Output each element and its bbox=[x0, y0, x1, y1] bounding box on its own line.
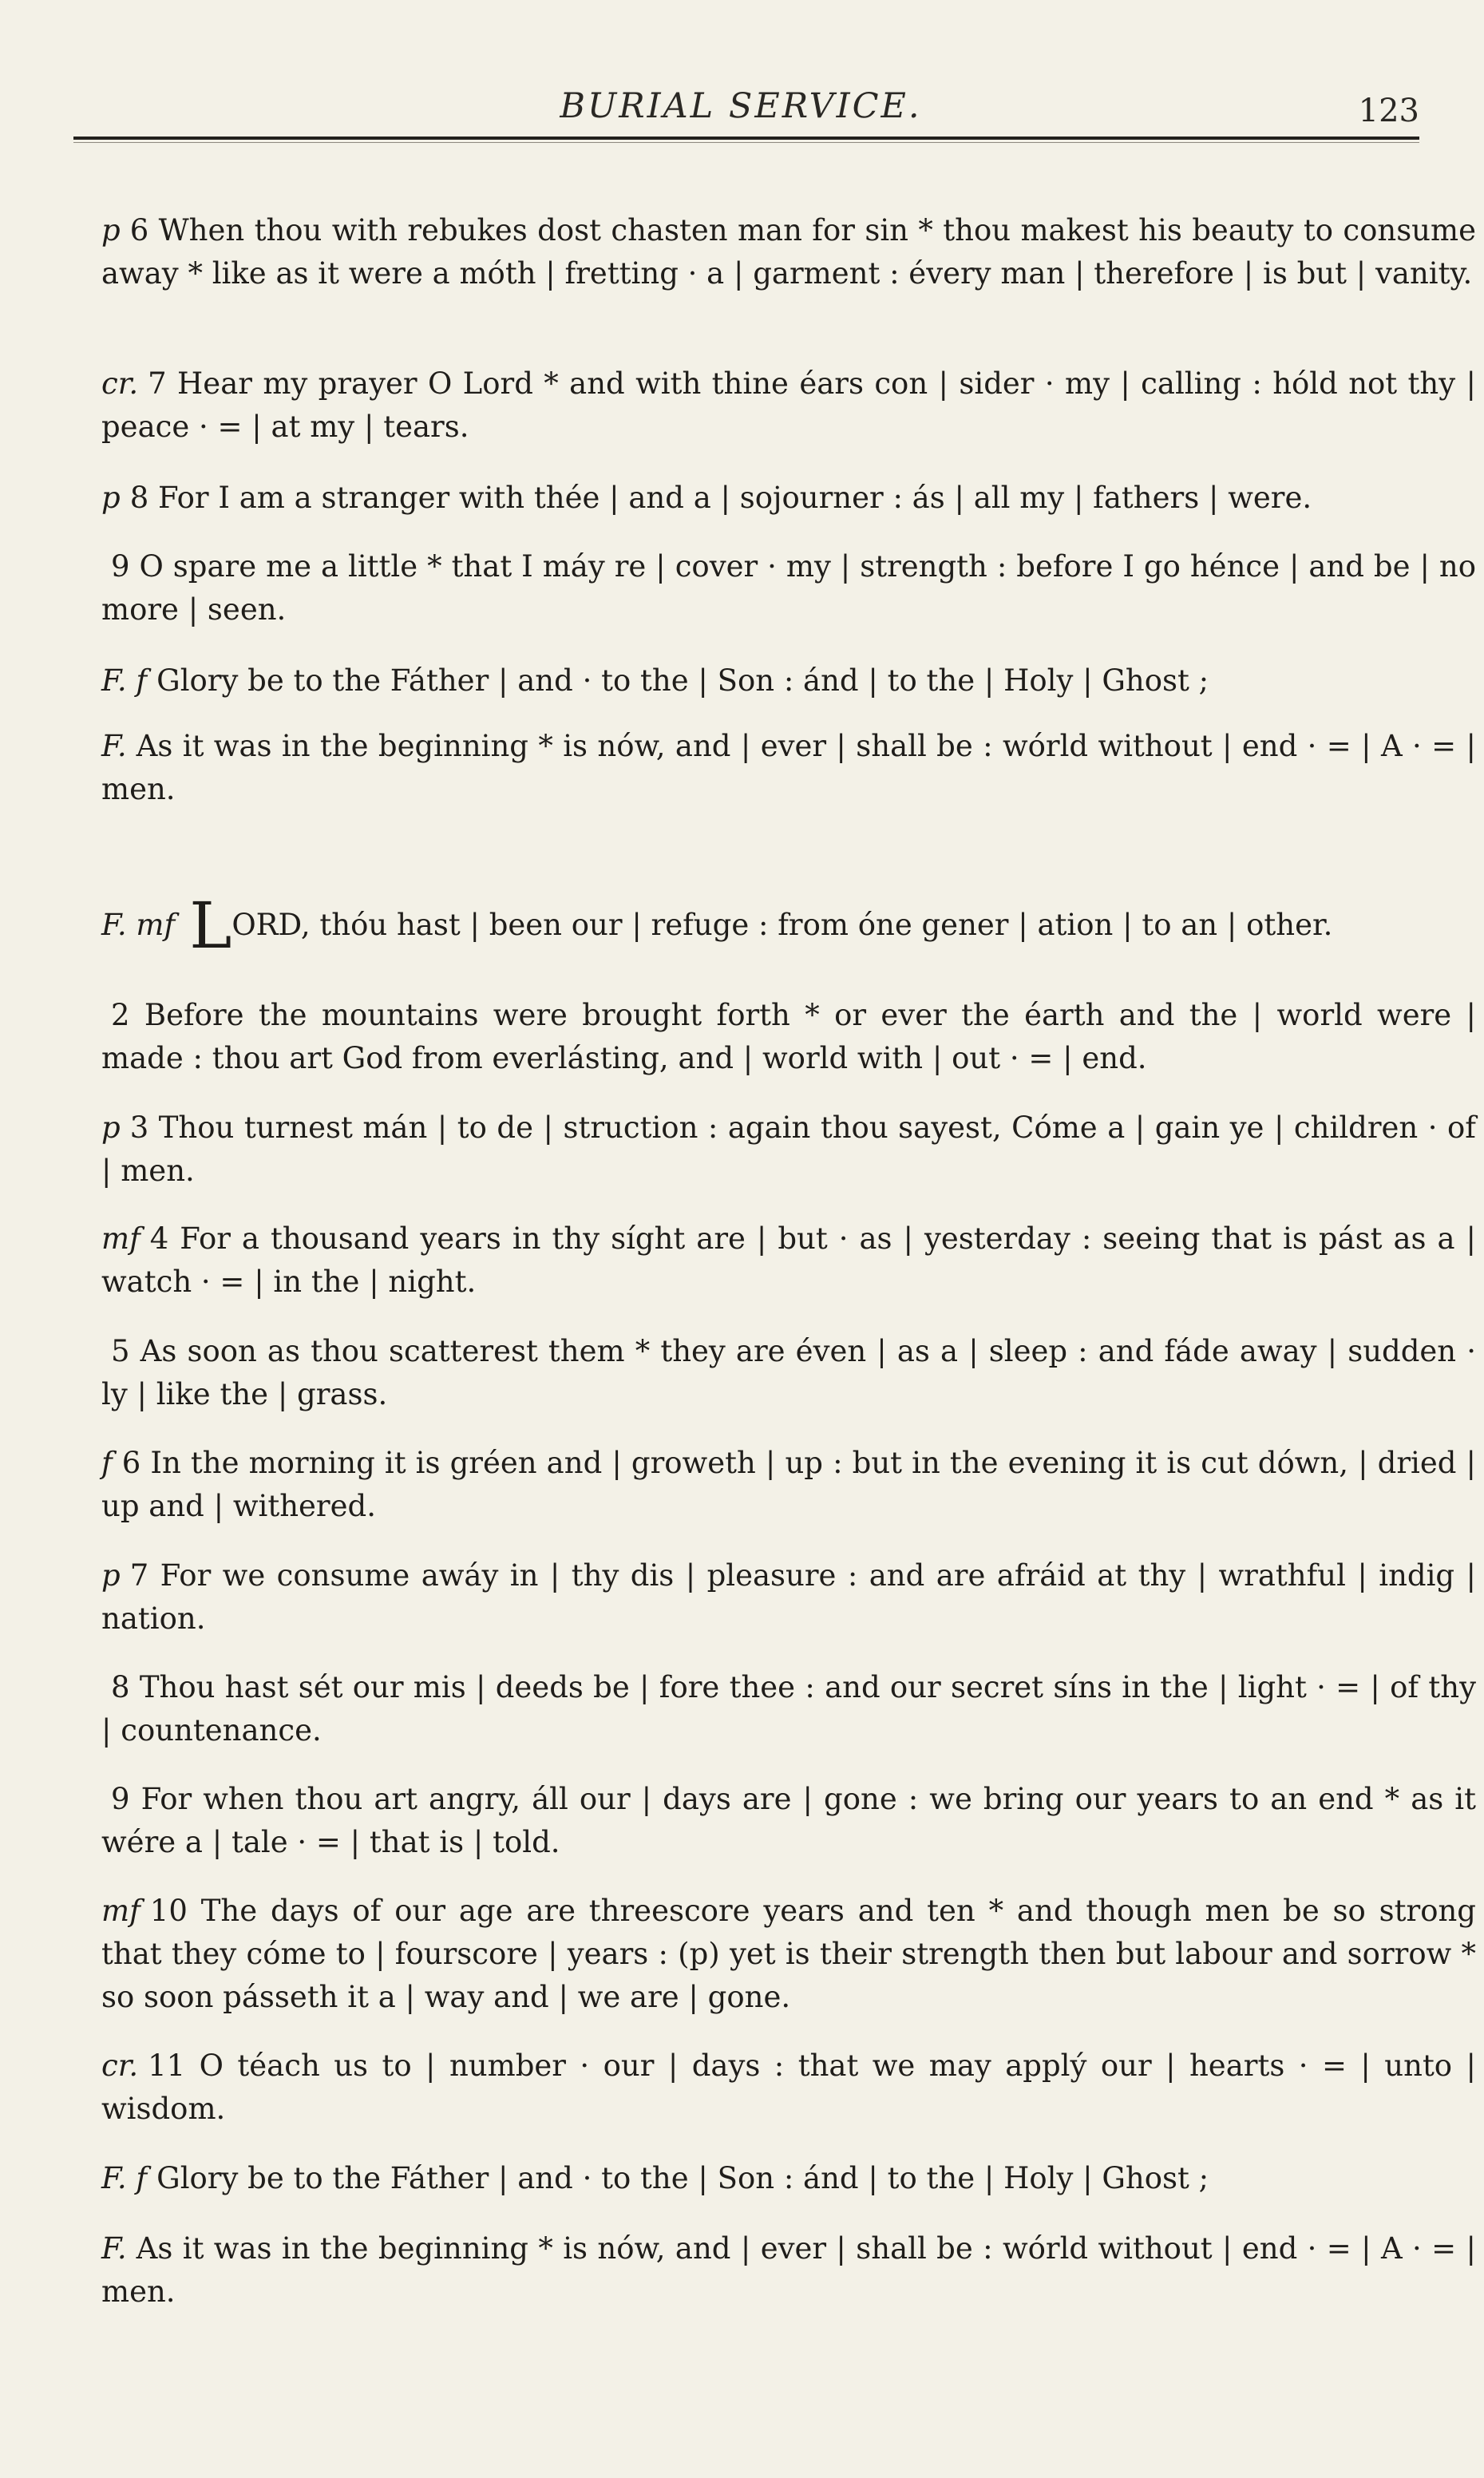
dynamic-mark: cr. bbox=[101, 366, 139, 401]
page-number: 123 bbox=[1358, 93, 1419, 129]
verse-text: As it was in the beginning * is nów, and | ever | shall be : wórld without | end · = | A · = | men. bbox=[101, 729, 1476, 806]
verse-p90-8 bbox=[62, 1666, 1476, 1752]
dynamic-mark: F. mf bbox=[101, 908, 176, 942]
verse-p90-7 bbox=[62, 1554, 1476, 1641]
verse-text: ORD, thóu hast | been our | refuge : from óne gener | ation | to an | other. bbox=[232, 908, 1333, 942]
verse-p90-5 bbox=[62, 1330, 1476, 1416]
header-rule bbox=[73, 137, 1419, 140]
dynamic-mark: mf bbox=[101, 1221, 140, 1256]
gloria-patri-2 bbox=[62, 2157, 1476, 2200]
verse-p39-6 bbox=[62, 209, 1476, 295]
dynamic-mark: F. bbox=[101, 2231, 127, 2266]
verse-p39-7 bbox=[62, 362, 1476, 449]
dynamic-mark: p bbox=[101, 213, 121, 247]
verse-text: 7 For we consume awáy in | thy dis | pleasure : and are afráid at thy | wrathful | indig | nation. bbox=[101, 1558, 1476, 1636]
dynamic-mark: F. f bbox=[101, 2161, 148, 2195]
verse-text: 2 Before the mountains were brought forth * or ever the éarth and the | world were | made : thou art God from everlásting, and | world with | out · = | end. bbox=[101, 998, 1476, 1075]
verse-text: 11 O téach us to | number · our | days : that we may applý our | hearts · = | unto | wisdom. bbox=[101, 2049, 1476, 2126]
verse-p90-10 bbox=[62, 1890, 1476, 2019]
dynamic-mark: F. f bbox=[101, 663, 148, 698]
dynamic-mark: f bbox=[101, 1446, 113, 1480]
verse-text: As it was in the beginning * is nów, and | ever | shall be : wórld without | end · = | A · = | men. bbox=[101, 2231, 1476, 2309]
gloria-patri-1 bbox=[62, 659, 1476, 703]
verse-p90-4 bbox=[62, 1217, 1476, 1304]
dynamic-mark: p bbox=[101, 1558, 121, 1593]
sicut-erat-2 bbox=[62, 2227, 1476, 2314]
dynamic-mark: mf bbox=[101, 1894, 140, 1928]
verse-text: 9 O spare me a little * that I máy re | cover · my | strength : before I go hénce | and be | no more | seen. bbox=[101, 549, 1476, 627]
verse-text: 9 For when thou art angry, áll our | days are | gone : we bring our years to an end * as it wére a | tale · = | that is | told. bbox=[101, 1782, 1476, 1859]
verse-text: 5 As soon as thou scatterest them * they are éven | as a | sleep : and fáde away | sudden · ly | like the | grass. bbox=[101, 1334, 1476, 1411]
verse-text: Glory be to the Fáther | and · to the | Son : ánd | to the | Holy | Ghost ; bbox=[156, 663, 1209, 698]
verse-p39-9 bbox=[62, 545, 1476, 631]
verse-text: Glory be to the Fáther | and · to the | Son : ánd | to the | Holy | Ghost ; bbox=[156, 2161, 1209, 2195]
page-header bbox=[62, 86, 1419, 136]
verse-p39-8 bbox=[62, 477, 1476, 520]
verse-text: 7 Hear my prayer O Lord * and with thine éars con | sider · my | calling : hóld not thy | peace · = | at my | tears. bbox=[101, 366, 1476, 444]
verse-p90-1 bbox=[62, 889, 1476, 963]
verse-text: 4 For a thousand years in thy síght are | but · as | yesterday : seeing that is pást as a | watch · = | in the | night. bbox=[101, 1221, 1476, 1299]
dynamic-mark: F. bbox=[101, 729, 127, 763]
header-rule-thin bbox=[73, 142, 1419, 143]
sicut-erat-1 bbox=[62, 725, 1476, 811]
verse-p90-9 bbox=[62, 1778, 1476, 1864]
verse-text: 6 In the morning it is gréen and | groweth | up : but in the evening it is cut dówn, | dried | up and | withered. bbox=[101, 1446, 1476, 1523]
dynamic-mark: p bbox=[101, 481, 121, 515]
verse-p90-2 bbox=[62, 994, 1476, 1080]
book-page bbox=[62, 0, 1476, 2478]
verse-text: 10 The days of our age are threescore years and ten * and though men be so strong that they cóme to | fourscore | years : (p) yet is their strength then but labour and sorrow * so soon pásseth it a | way and | we are | gone. bbox=[101, 1894, 1476, 2014]
verse-text: 3 Thou turnest mán | to de | struction : again thou sayest, Cóme a | gain ye | children · of | men. bbox=[101, 1110, 1476, 1188]
verse-text: 8 For I am a stranger with thée | and a | sojourner : ás | all my | fathers | were. bbox=[129, 481, 1312, 515]
verse-text: 8 Thou hast sét our mis | deeds be | fore thee : and our secret síns in the | light · = | of thy | countenance. bbox=[101, 1670, 1476, 1748]
dynamic-mark: cr. bbox=[101, 2049, 139, 2083]
drop-initial: L bbox=[189, 889, 232, 963]
verse-p90-6 bbox=[62, 1442, 1476, 1528]
verse-p90-3 bbox=[62, 1106, 1476, 1193]
dynamic-mark: p bbox=[101, 1110, 121, 1145]
running-title: BURIAL SERVICE. bbox=[560, 86, 922, 126]
verse-p90-11 bbox=[62, 2045, 1476, 2131]
verse-text: 6 When thou with rebukes dost chasten man for sin * thou makest his beauty to consume away * like as it were a móth | fretting · a | garment : évery man | therefore | is but | vanity. bbox=[101, 213, 1476, 291]
